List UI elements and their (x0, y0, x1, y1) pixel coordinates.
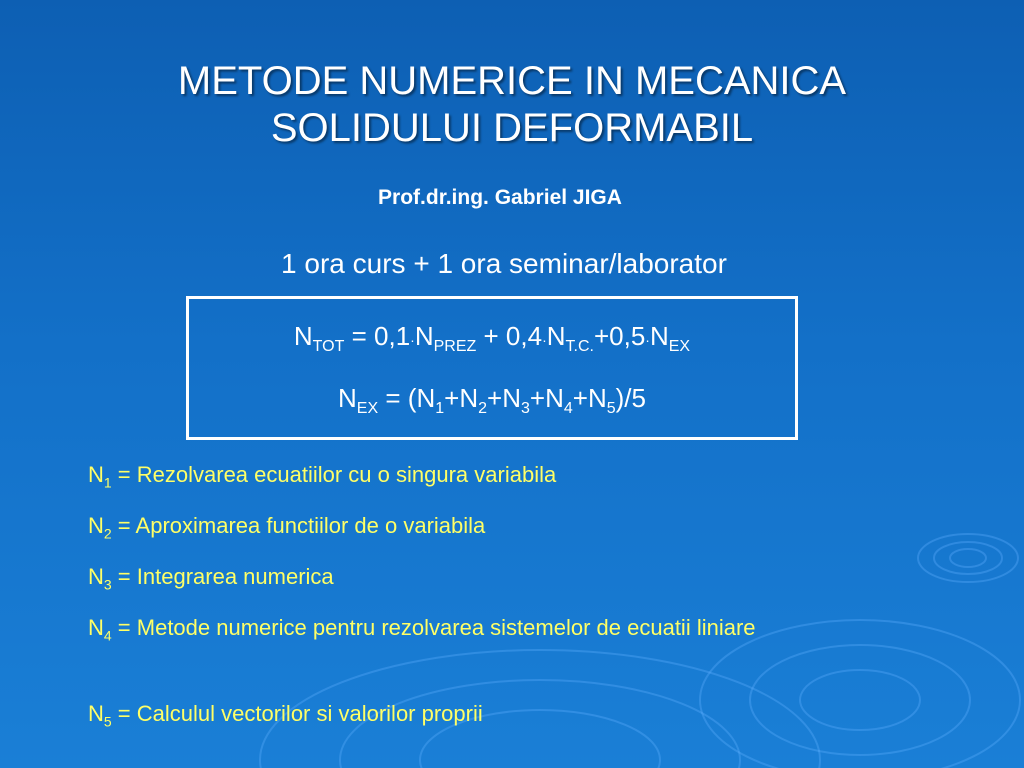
definition-n3 (88, 562, 888, 599)
formula-subscript: T.C. (565, 338, 594, 356)
formula-subscript: 4 (563, 400, 573, 418)
definition-n4 (88, 613, 888, 650)
total-grade-formula (189, 321, 795, 356)
formula-text: +0,5 (593, 321, 646, 351)
definition-index: 2 (103, 525, 112, 542)
formula-subscript: 2 (478, 400, 487, 418)
title-line-1: METODE NUMERICE IN MECANICA (177, 59, 847, 103)
formula-text: + (487, 383, 503, 413)
formula-text: = 0,1 (344, 321, 411, 351)
formula-symbol: N (416, 383, 436, 413)
formula-box (186, 296, 798, 440)
formula-subscript: 1 (435, 400, 445, 418)
formula-text: + (529, 383, 546, 413)
course-hours: 1 ora curs + 1 ora seminar/laborator (281, 248, 727, 279)
formula-subscript: TOT (312, 338, 345, 356)
formula-symbol: N (414, 321, 434, 351)
formula-subscript: EX (668, 338, 691, 356)
formula-subscript: 3 (520, 400, 530, 418)
definition-text: = Calculul vectorilor si valorilor proprii (111, 701, 483, 726)
definition-symbol: N (88, 462, 104, 487)
definition-symbol: N (88, 513, 104, 538)
author-name: Prof.dr.ing. Gabriel JIGA (378, 186, 622, 209)
definition-index: 1 (103, 474, 112, 491)
formula-text: + (444, 383, 460, 413)
definition-n5 (88, 699, 888, 736)
formula-text: + (572, 383, 588, 413)
formula-symbol: N (545, 383, 564, 413)
title-line-2: SOLIDULUI DEFORMABIL (270, 106, 754, 150)
formula-symbol: N (459, 383, 479, 413)
definition-symbol: N (88, 615, 104, 640)
definition-index: 5 (103, 713, 112, 730)
formula-dot: · (542, 332, 547, 348)
definition-text: = Rezolvarea ecuatiilor cu o singura variabila (111, 462, 557, 487)
definition-n2 (88, 511, 888, 548)
formula-text: + 0,4 (476, 321, 543, 351)
formula-dot: · (410, 332, 415, 348)
formula-dot: · (645, 332, 650, 348)
formula-subscript: 5 (606, 400, 616, 418)
formula-symbol: N (546, 321, 566, 351)
formula-symbol: N (502, 383, 521, 413)
definition-text: = Aproximarea functiilor de o variabila (111, 513, 486, 538)
formula-symbol: N (293, 321, 313, 351)
formula-subscript: EX (356, 400, 379, 418)
definition-index: 4 (103, 627, 112, 644)
formula-symbol: N (587, 383, 607, 413)
exam-grade-formula (189, 383, 795, 418)
formula-symbol: N (338, 383, 357, 413)
formula-subscript: PREZ (433, 338, 477, 356)
definition-symbol: N (88, 564, 104, 589)
slide-title (0, 58, 1024, 152)
definition-text: = Metode numerice pentru rezolvarea sistemelor de ecuatii liniare (111, 615, 756, 640)
formula-text: )/5 (615, 383, 646, 413)
definition-symbol: N (88, 701, 104, 726)
definition-index: 3 (103, 576, 112, 593)
definition-n1 (88, 460, 888, 497)
definition-text: = Integrarea numerica (111, 564, 334, 589)
formula-symbol: N (649, 321, 669, 351)
formula-text: = ( (378, 383, 417, 413)
